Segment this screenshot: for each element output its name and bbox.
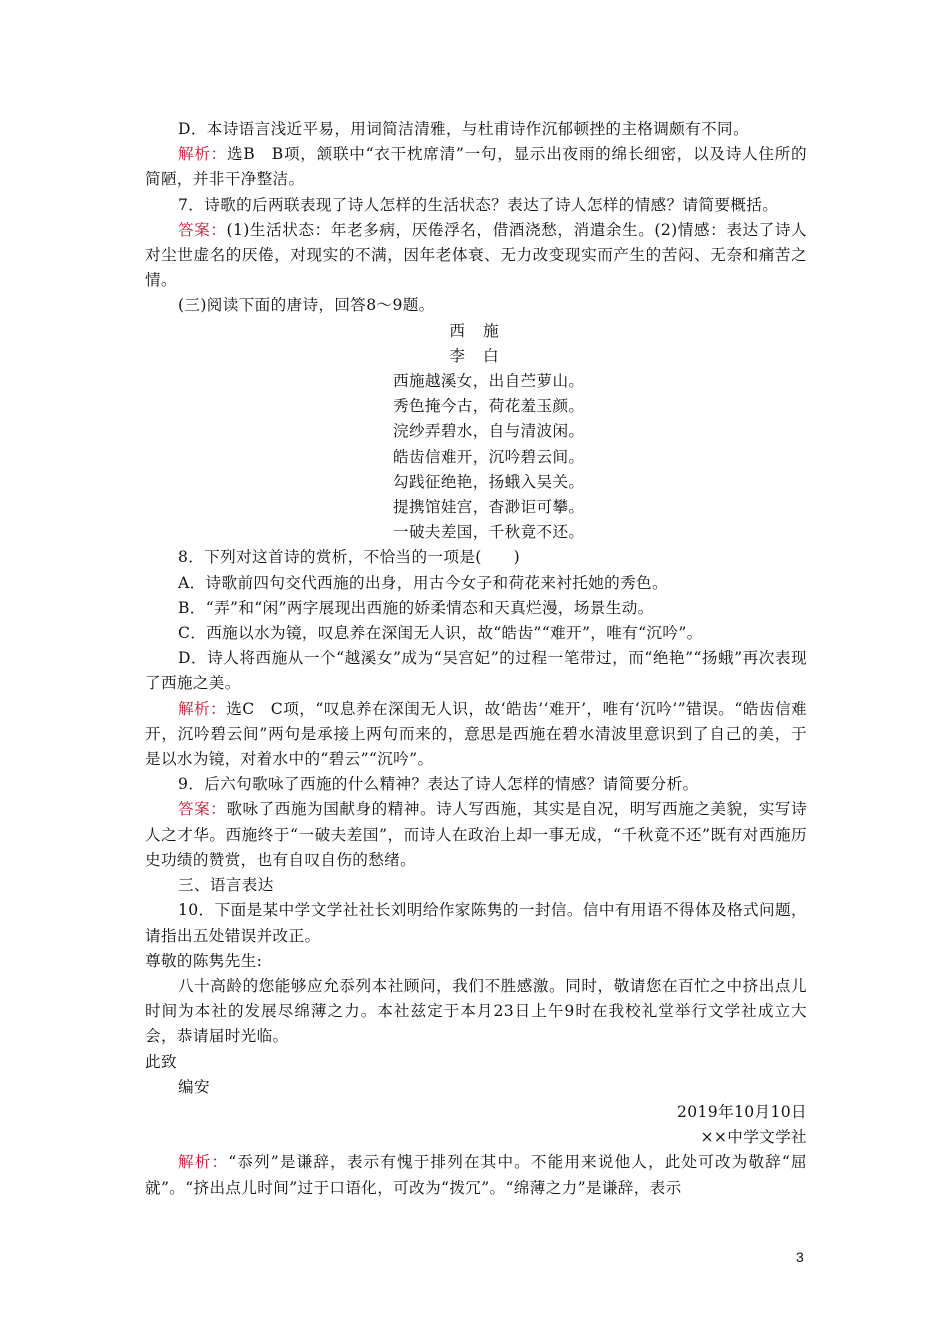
poem-title: 西施 bbox=[449, 321, 517, 340]
analysis-label: 解析： bbox=[178, 1153, 229, 1172]
q10-question: 10．下面是某中学文学社社长刘明给作家陈隽的一封信。信中有用语不得体及格式问题，请指出五处错误并改正。 bbox=[145, 901, 807, 945]
poem-line: 皓齿信难开，沉吟碧云间。 bbox=[393, 447, 585, 466]
poem-line: 浣纱弄碧水，自与清波闲。 bbox=[393, 422, 585, 441]
letter-date: 2019年10月10日 bbox=[676, 1102, 807, 1121]
letter-body: 八十高龄的您能够应允忝列本社顾问，我们不胜感激。同时，敬请您在百忙之中挤出点儿时间为本社的发展尽绵薄之力。本社兹定于本月23日上午9时在我校礼堂举行文学社成立大会，恭请届时光临。 bbox=[145, 976, 807, 1046]
q10-analysis bbox=[145, 1150, 807, 1200]
q8-question: 8．下列对这首诗的赏析，不恰当的一项是( ) bbox=[178, 548, 521, 567]
analysis-text: 选B B项，颔联中“衣干枕席清”一句，显示出夜雨的绵长细密，以及诗人住所的简陋，并非干净整洁。 bbox=[145, 145, 807, 189]
q9-question: 9．后六句歌咏了西施的什么精神？表达了诗人怎样的情感？请简要分析。 bbox=[178, 775, 699, 794]
analysis-label: 解析： bbox=[178, 699, 227, 718]
part-heading: 三、语言表达 bbox=[178, 876, 274, 895]
q8-option-c: C．西施以水为镜，叹息养在深闺无人识，故“皓齿”“难开”，唯有“沉吟”。 bbox=[178, 624, 703, 643]
poem-line: 一破夫差国，千秋竟不还。 bbox=[393, 523, 585, 542]
poem-line: 勾践征绝艳，扬蛾入吴关。 bbox=[393, 472, 585, 491]
q8-analysis bbox=[145, 697, 807, 773]
q7-answer bbox=[145, 218, 807, 294]
answer-text: (1)生活状态：年老多病，厌倦浮名，借酒浇愁，消遣余生。(2)情感：表达了诗人对尘世虚名的厌倦，对现实的不满，因年老体衰、无力改变现实而产生的苦闷、无奈和痛苦之情。 bbox=[145, 220, 807, 290]
answer-text: 歌咏了西施为国献身的精神。诗人写西施，其实是自况，明写西施之美貌，实写诗人之才华。西施终于“一破夫差国”，而诗人在政治上却一事无成，“千秋竟不还”既有对西施历史功绩的赞赏，也有自叹自伤的愁绪。 bbox=[145, 800, 807, 869]
poem-author: 李白 bbox=[449, 346, 517, 365]
poem-line: 西施越溪女，出自苎萝山。 bbox=[393, 372, 585, 391]
q8-option-a: A．诗歌前四句交代西施的出身，用古今女子和荷花来衬托她的秀色。 bbox=[178, 573, 668, 592]
answer-label: 答案： bbox=[178, 800, 227, 819]
letter-salutation: 尊敬的陈隽先生: bbox=[145, 951, 263, 970]
q6-analysis bbox=[145, 142, 807, 192]
poem-line: 提携馆娃宫，杳渺讵可攀。 bbox=[393, 498, 585, 517]
letter-closing-1: 此致 bbox=[145, 1052, 177, 1071]
analysis-text: 选C C项，“叹息养在深闺无人识，故‘皓齿’‘难开’，唯有‘沉吟’”错误。“皓齿信难开，沉吟碧云间”两句是承接上两句而来的，意思是西施在碧水清波里意识到了自己的美，于是以水为镜，对着水中的“碧云”“沉吟”。 bbox=[145, 699, 807, 769]
analysis-text: “忝列”是谦辞，表示有愧于排列在其中。不能用来说他人，此处可改为敬辞“屈就”。“挤出点儿时间”过于口语化，可改为“拨冗”。“绵薄之力”是谦辞，表示 bbox=[145, 1153, 807, 1197]
analysis-label: 解析： bbox=[178, 145, 227, 164]
poem-line: 秀色掩今古，荷花羞玉颜。 bbox=[393, 397, 585, 416]
answer-label: 答案： bbox=[178, 220, 227, 239]
page-number: 3 bbox=[796, 1249, 804, 1265]
q8-option-d: D．诗人将西施从一个“越溪女”成为“吴宫妃”的过程一笔带过，而“绝艳”“扬蛾”再次表现了西施之美。 bbox=[145, 649, 807, 693]
page-content bbox=[145, 117, 807, 1201]
q6-option-d: D．本诗语言浅近平易，用词简洁清雅，与杜甫诗作沉郁顿挫的主格调颇有不同。 bbox=[178, 120, 749, 138]
q7-question: 7．诗歌的后两联表现了诗人怎样的生活状态？表达了诗人怎样的情感？请简要概括。 bbox=[178, 195, 779, 214]
q9-answer bbox=[145, 797, 807, 873]
letter-closing-2: 编安 bbox=[178, 1077, 210, 1096]
poem-body bbox=[393, 369, 807, 545]
section-intro: (三)阅读下面的唐诗，回答8～9题。 bbox=[178, 296, 435, 315]
q8-option-b: B．“弄”和“闲”两字展现出西施的娇柔情态和天真烂漫，场景生动。 bbox=[178, 598, 654, 617]
letter-signature: ××中学文学社 bbox=[700, 1128, 807, 1147]
